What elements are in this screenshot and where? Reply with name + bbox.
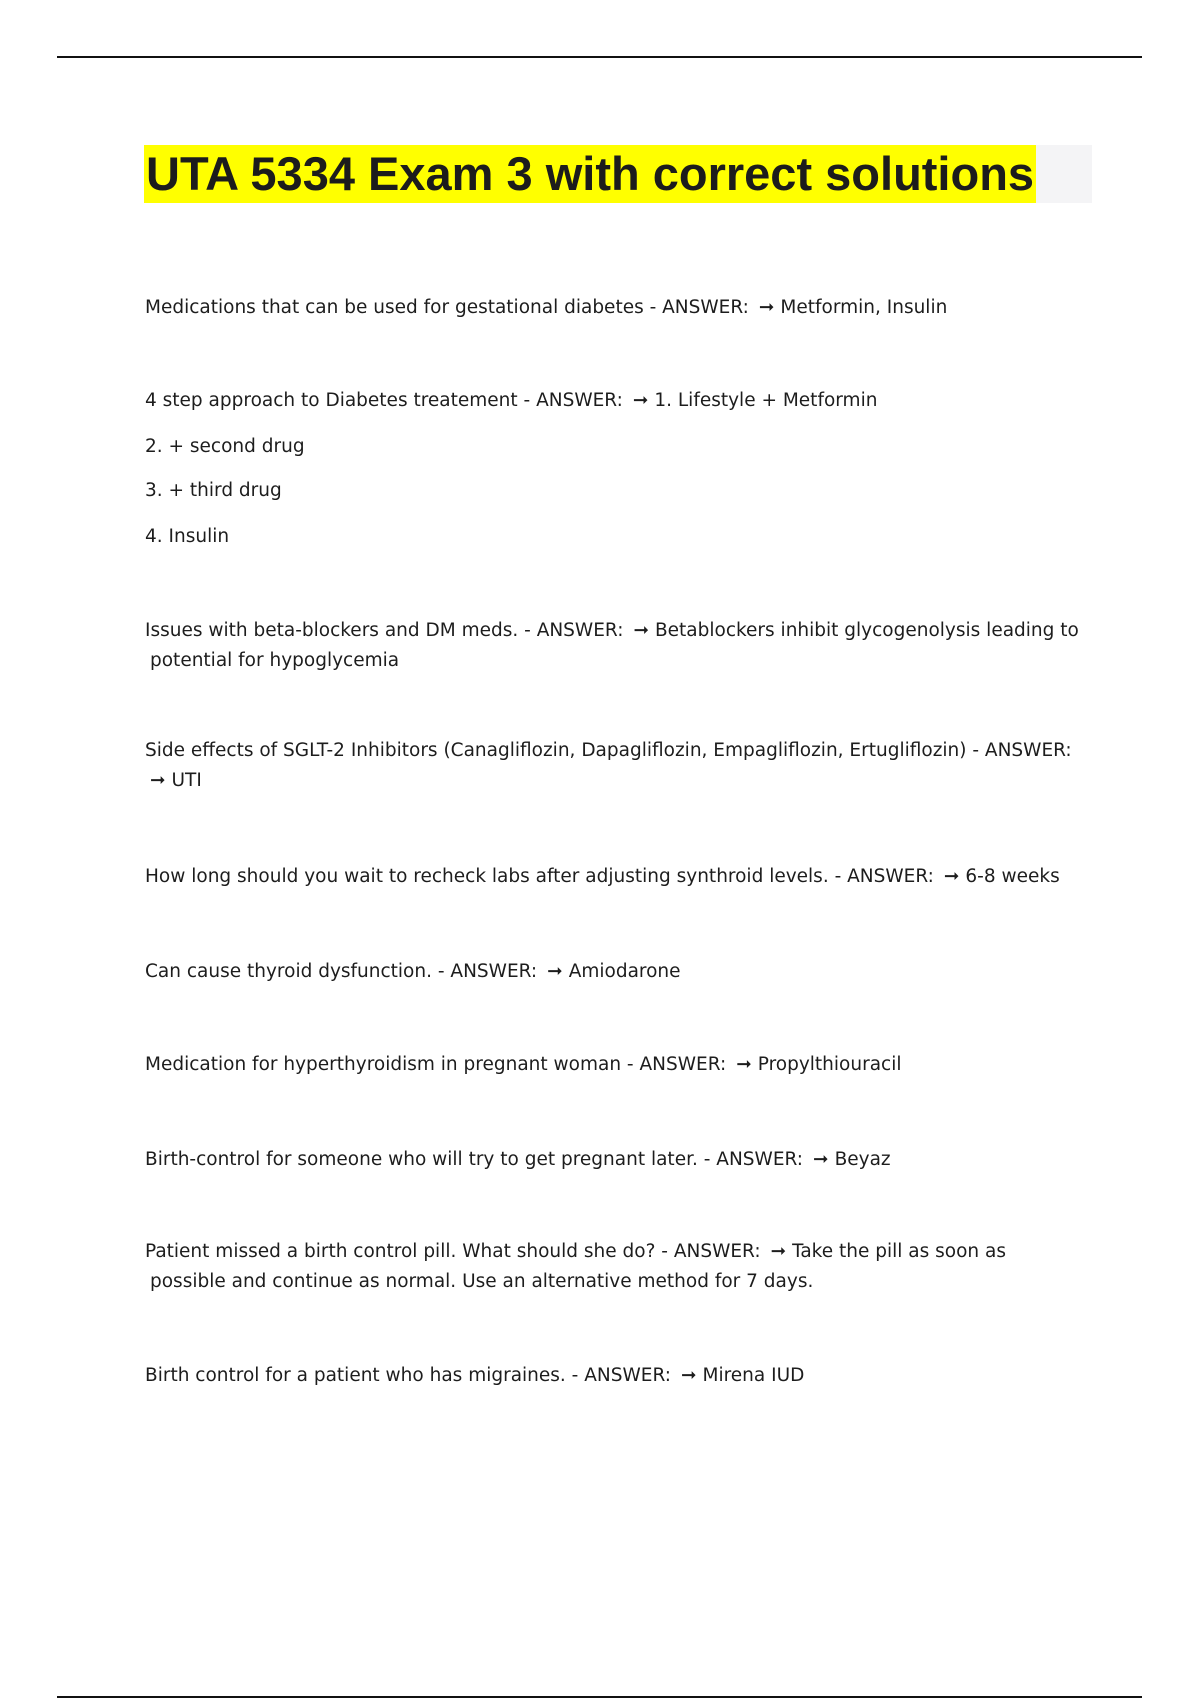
arrow-icon: ➞ xyxy=(150,770,166,791)
title-block xyxy=(144,145,1092,203)
arrow-icon: ➞ xyxy=(943,866,960,887)
question-text: 4 step approach to Diabetes treatement - ANSWER: xyxy=(145,390,623,411)
arrow-icon: ➞ xyxy=(736,1054,752,1075)
document-title: UTA 5334 Exam 3 with correct solutions xyxy=(144,145,1036,203)
qa-line xyxy=(145,616,1090,646)
answer-continuation: possible and continue as normal. Use an alternative method for 7 days. xyxy=(150,1271,814,1292)
answer-step: 4. Insulin xyxy=(145,526,230,547)
qa-line xyxy=(145,293,1090,323)
arrow-icon: ➞ xyxy=(770,1241,787,1262)
qa-line xyxy=(145,1361,1090,1391)
answer-text: Mirena IUD xyxy=(702,1365,805,1386)
qa-item xyxy=(145,386,1090,416)
qa-item xyxy=(145,616,1090,676)
qa-line xyxy=(145,957,1090,987)
answer-continuation: potential for hypoglycemia xyxy=(150,650,400,671)
qa-item xyxy=(145,293,1090,323)
answer-text: Take the pill as soon as xyxy=(792,1241,1006,1262)
answer-text: UTI xyxy=(171,770,202,791)
arrow-icon: ➞ xyxy=(633,620,649,641)
qa-item xyxy=(145,736,1090,796)
answer-text: 6-8 weeks xyxy=(965,866,1060,887)
answer-step: 3. + third drug xyxy=(145,480,282,501)
arrow-icon: ➞ xyxy=(680,1365,697,1386)
qa-line xyxy=(145,1145,1090,1175)
qa-item xyxy=(145,862,1090,892)
qa-item xyxy=(145,1050,1090,1080)
question-text: Can cause thyroid dysfunction. - ANSWER: xyxy=(145,961,538,982)
question-text: Side effects of SGLT-2 Inhibitors (Canagliflozin, Dapagliflozin, Empagliflozin, Ertugliflozin) - ANSWER: xyxy=(145,740,1072,761)
qa-item xyxy=(145,1361,1090,1391)
question-text: Issues with beta-blockers and DM meds. - ANSWER: xyxy=(145,620,624,641)
answer-text: Propylthiouracil xyxy=(757,1054,902,1075)
answer-text: Beyaz xyxy=(834,1149,891,1170)
question-text: Birth-control for someone who will try to get pregnant later. - ANSWER: xyxy=(145,1149,804,1170)
arrow-icon: ➞ xyxy=(758,297,775,318)
qa-line xyxy=(145,766,1090,796)
answer-text: Amiodarone xyxy=(568,961,681,982)
question-text: Birth control for a patient who has migraines. - ANSWER: xyxy=(145,1365,671,1386)
question-text: Medications that can be used for gestational diabetes - ANSWER: xyxy=(145,297,749,318)
qa-item xyxy=(145,1237,1090,1297)
arrow-icon: ➞ xyxy=(632,390,649,411)
answer-step: 2. + second drug xyxy=(145,436,305,457)
question-text: Medication for hyperthyroidism in pregnant woman - ANSWER: xyxy=(145,1054,727,1075)
answer-text: 1. Lifestyle + Metformin xyxy=(654,390,878,411)
bottom-rule xyxy=(57,1696,1142,1698)
question-text: How long should you wait to recheck labs after adjusting synthroid levels. - ANSWER: xyxy=(145,866,934,887)
question-text: Patient missed a birth control pill. What should she do? - ANSWER: xyxy=(145,1241,761,1262)
answer-text: Betablockers inhibit glycogenolysis leading to xyxy=(654,620,1079,641)
top-rule xyxy=(57,56,1142,58)
qa-line xyxy=(145,1237,1090,1267)
qa-line xyxy=(145,1050,1090,1080)
qa-item xyxy=(145,957,1090,987)
qa-line xyxy=(145,862,1090,892)
arrow-icon: ➞ xyxy=(813,1149,829,1170)
answer-text: Metformin, Insulin xyxy=(780,297,948,318)
arrow-icon: ➞ xyxy=(547,961,563,982)
qa-line xyxy=(145,386,1090,416)
qa-item xyxy=(145,1145,1090,1175)
